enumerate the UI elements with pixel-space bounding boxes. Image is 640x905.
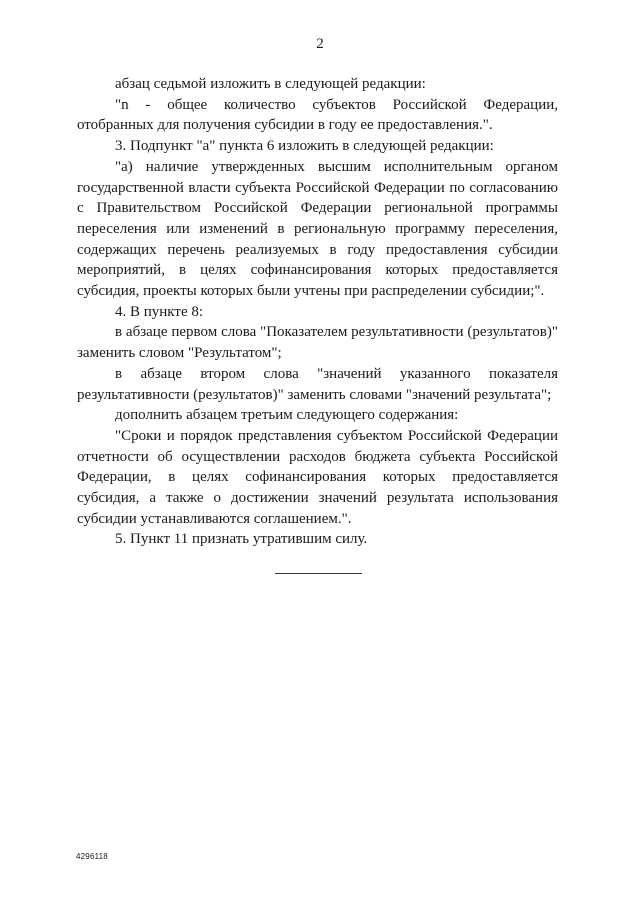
paragraph-item-4-add: дополнить абзацем третьим следующего содержания:	[115, 407, 459, 424]
closing-separator-line	[275, 573, 362, 574]
paragraph-quote-a: "а) наличие утвержденных высшим исполнительным органом государственной власти субъекта Российской Федерации по согласованию с Правительством Российской Федерации региональной программы переселения или изменений в региональную программу переселения, содержащих перечень реализуемых в году предоставления субсидии мероприятий, в целях софинансирования которых предоставляется субсидия, проекты которых были учтены при распределении субсидии;".	[77, 158, 558, 300]
page-number: 2	[316, 36, 324, 52]
paragraph-item-3: 3. Подпункт "а" пункта 6 изложить в следующей редакции:	[115, 138, 494, 155]
paragraph-quote-terms: "Сроки и порядок представления субъектом Российской Федерации отчетности об осуществлении расходов бюджета субъекта Российской Федерации, в целях софинансирования которых предоставляется субсидия, а также о достижении значений результата использования субсидии устанавливаются соглашением.".	[77, 427, 558, 527]
paragraph-intro-seventh: абзац седьмой изложить в следующей редакции:	[115, 76, 426, 92]
document-body	[77, 74, 558, 550]
paragraph-item-4-second: в абзаце втором слова "значений указанного показателя результативности (результатов)" заменить словами "значений результата";	[77, 365, 558, 403]
document-code: 4296118	[76, 852, 108, 861]
paragraph-quote-n: "n - общее количество субъектов Российской Федерации, отобранных для получения субсидии в году ее предоставления.".	[77, 96, 558, 134]
paragraph-item-4-first: в абзаце первом слова "Показателем результативности (результатов)" заменить словом "Результатом";	[77, 324, 558, 362]
paragraph-item-5: 5. Пункт 11 признать утратившим силу.	[115, 531, 368, 548]
paragraph-item-4: 4. В пункте 8:	[115, 303, 204, 320]
